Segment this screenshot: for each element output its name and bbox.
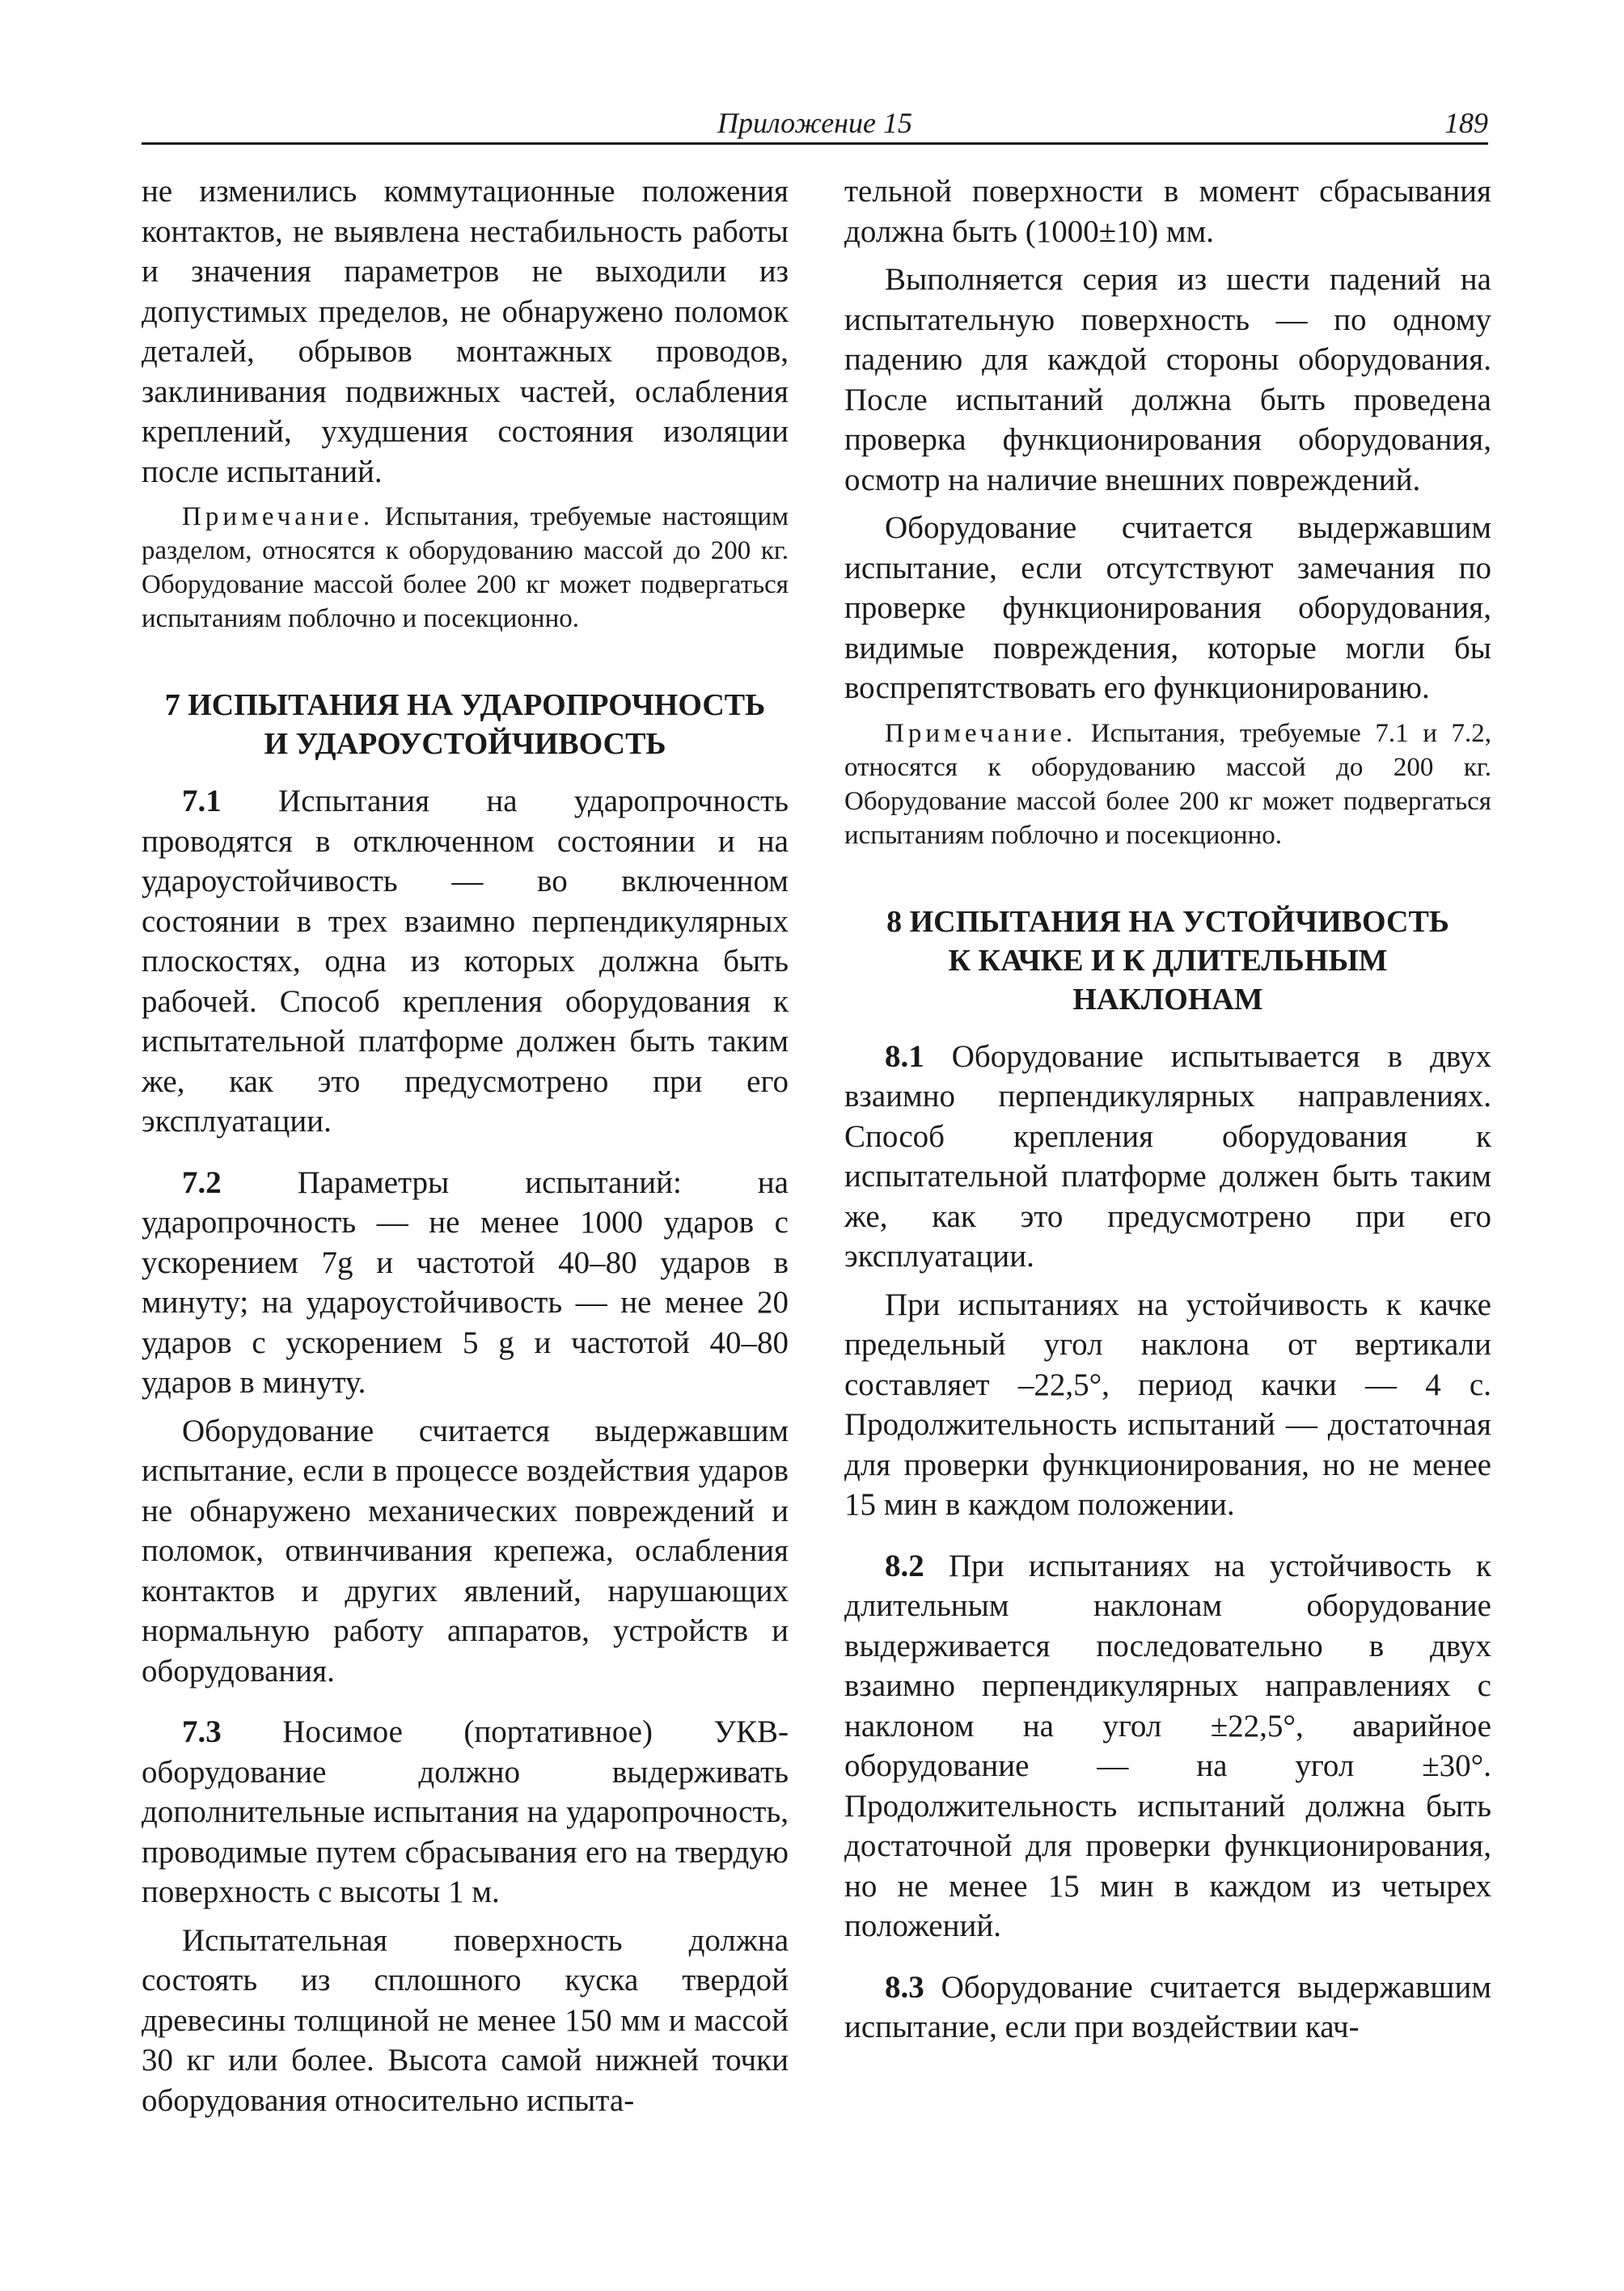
page-header: [142, 104, 1488, 145]
note-label: Примечание.: [182, 502, 374, 531]
section-8-heading-line-1: 8 ИСПЫТАНИЯ НА УСТОЙЧИВОСТЬ: [886, 904, 1449, 939]
paragraph: При испытаниях на устойчивость к качке предельный угол наклона от вертикали составляет –22,5°, период качки — 4 с. Продолжительность испытаний — достаточная для проверки функционирования, но не менее 15 мин в каждом положении.: [844, 1287, 1491, 1522]
section-7-heading-line-1: 7 ИСПЫТАНИЯ НА УДАРОПРОЧНОСТЬ: [164, 688, 766, 722]
clause-text: Параметры испытаний: на ударопрочность — не менее 1000 ударов с ускорением 7g и частотой 40–80 ударов в минуту; на удароустойчивость — не менее 20 ударов с ускорением 5 g и частотой 40–80 ударов в минуту.: [142, 1165, 789, 1400]
note-label: Примечание.: [885, 718, 1077, 748]
section-8-heading: [844, 902, 1491, 1019]
section-8-heading-line-3: НАКЛОНАМ: [1072, 982, 1263, 1017]
clause-number: 7.2: [182, 1165, 222, 1200]
paragraph-continuation: не изменились коммутационные положения контактов, не выявлена нестабильность работы и значения параметров не выходили из допустимых пределов, не обнаружено поломок деталей, обрывов монтажных проводов, заклинивания подвижных частей, ослабления креплений, ухудшения состояния изоляции после испытаний.: [142, 174, 789, 489]
clause-7-2: [142, 1163, 789, 1403]
left-column: [142, 171, 789, 2120]
clause-number: 8.1: [885, 1038, 924, 1074]
clause-number: 8.2: [885, 1548, 924, 1583]
clause-number: 7.1: [182, 784, 222, 818]
paragraph: Оборудование считается выдержавшим испытание, если отсутствуют замечания по проверке функционирования оборудования, видимые повреждения, которые могли бы воспрепятствовать его функционированию.: [844, 510, 1491, 705]
note-paragraph: [844, 716, 1491, 852]
clause-text: При испытаниях на устойчивость к длительным наклонам оборудование выдерживается последовательно в двух взаимно перпендикулярных направлениях с наклоном на угол ±22,5°, аварийное оборудование — на угол ±30°. Продолжительность испытаний должна быть достаточной для проверки функционирования, но не менее 15 мин в каждом из четырех положений.: [844, 1548, 1491, 1943]
clause-text: Носимое (портативное) УКВ-оборудование должно выдерживать дополнительные испытания на ударопрочность, проводимые путем сбрасывания его на твердую поверхность с высоты 1 м.: [142, 1714, 789, 1909]
clause-number: 7.3: [182, 1714, 222, 1749]
paragraph: Выполняется серия из шести падений на испытательную поверхность — по одному падению для каждой стороны оборудования. После испытаний должна быть проведена проверка функционирования оборудования, осмотр на наличие внешних повреждений.: [844, 262, 1491, 497]
right-column: [844, 171, 1491, 2048]
running-title: Приложение 15: [717, 107, 913, 139]
clause-8-3: [844, 1968, 1491, 2048]
page-number: 189: [1444, 107, 1488, 139]
note-text: Испытания, требуемые настоящим разделом, относятся к оборудованию массой до 200 кг. Оборудование массой более 200 кг может подвергаться испытаниям поблочно и посекционно.: [142, 502, 789, 633]
note-text: Испытания, требуемые 7.1 и 7.2, относятся к оборудованию массой до 200 кг. Оборудование массой более 200 кг может подвергаться испытаниям поблочно и посекционно.: [844, 718, 1491, 850]
clause-8-2: [844, 1546, 1491, 1947]
clause-text: Испытания на ударопрочность проводятся в отключенном состоянии и на удароустойчивость — во включенном состоянии в трех взаимно перпендикулярных плоскостях, одна из которых должна быть рабочей. Способ крепления оборудования к испытательной платформе должен быть таким же, как это предусмотрено при его эксплуатации.: [142, 784, 789, 1139]
paragraph: Испытательная поверхность должна состоять из сплошного куска твердой древесины толщиной не менее 150 мм и массой 30 кг или более. Высота самой нижней точки оборудования относительно испыта-: [142, 1922, 789, 2118]
clause-7-1: [142, 781, 789, 1142]
section-8-heading-line-2: К КАЧКЕ И К ДЛИТЕЛЬНЫМ: [948, 943, 1388, 978]
clause-8-1: [844, 1037, 1491, 1277]
clause-text: Оборудование считается выдержавшим испытание, если при воздействии кач-: [844, 1969, 1491, 2044]
note-paragraph: [142, 500, 789, 636]
clause-7-3: [142, 1712, 789, 1913]
paragraph-continuation: тельной поверхности в момент сбрасывания должна быть (1000±10) мм.: [844, 174, 1491, 249]
section-7-heading-line-2: И УДАРОУСТОЙЧИВОСТЬ: [264, 727, 666, 761]
clause-number: 8.3: [885, 1969, 924, 2005]
section-7-heading: [142, 686, 789, 763]
paragraph: Оборудование считается выдержавшим испытание, если в процессе воздействия ударов не обнаружено механических повреждений и поломок, отвинчивания крепежа, ослабления контактов и других явлений, нарушающих нормальную работу аппаратов, устройств и оборудования.: [142, 1413, 789, 1689]
clause-text: Оборудование испытывается в двух взаимно перпендикулярных направлениях. Способ крепления оборудования к испытательной платформе должен быть таким же, как это предусмотрено при его эксплуатации.: [844, 1038, 1491, 1274]
